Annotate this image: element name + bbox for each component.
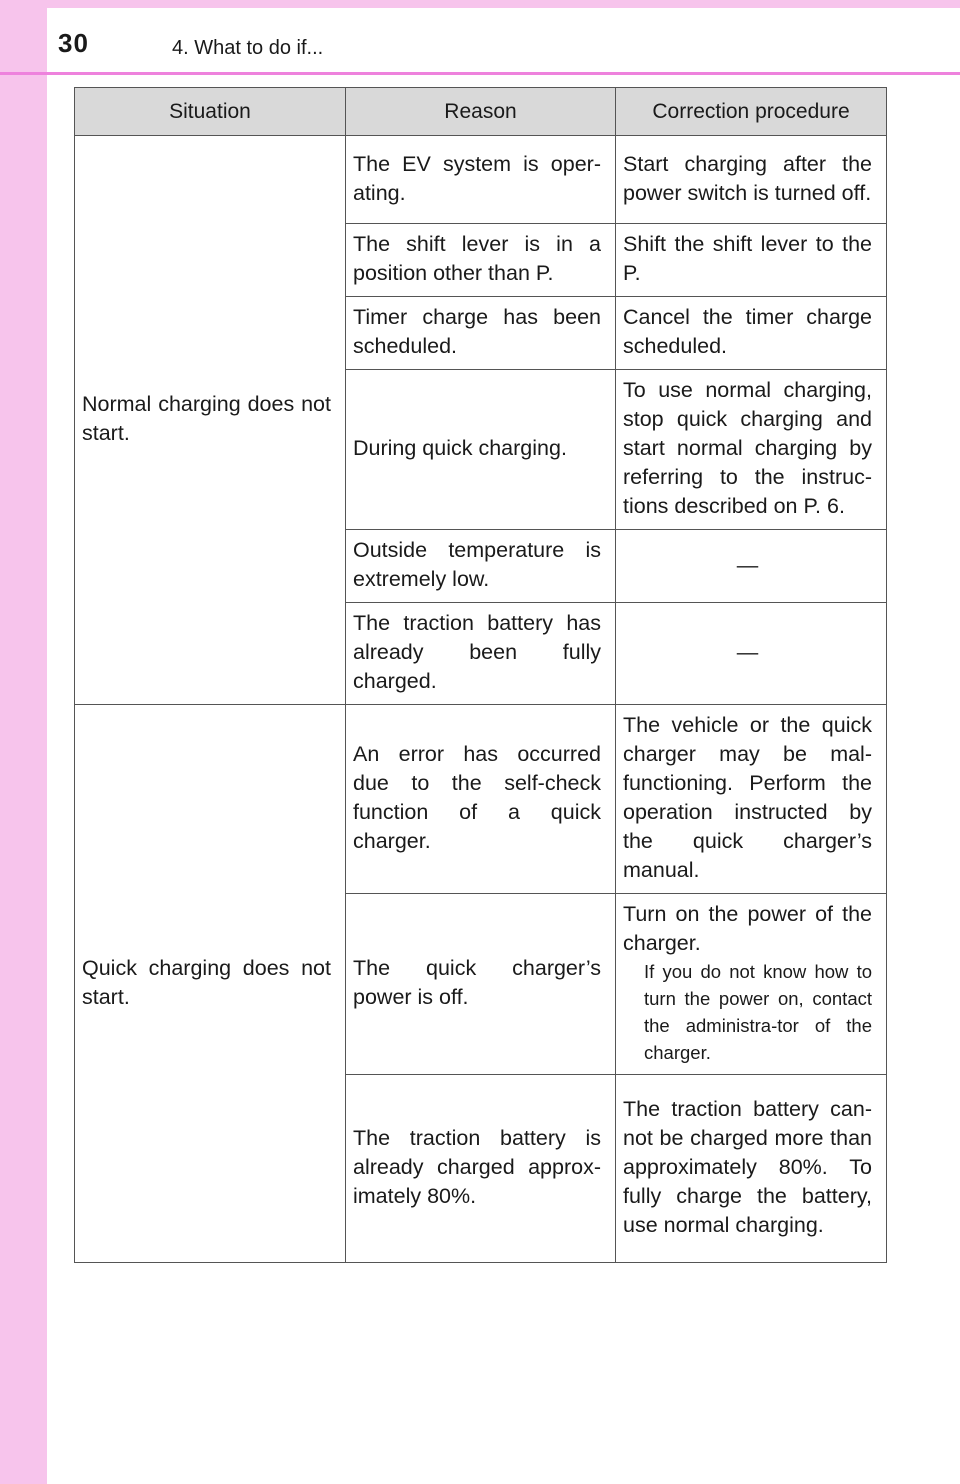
reason-cell: The shift lever is in a position other than P. bbox=[346, 224, 616, 297]
correction-cell: — bbox=[616, 603, 887, 705]
column-header-reason: Reason bbox=[346, 88, 616, 136]
correction-cell: The traction battery can-not be charged more than approximately 80%. To fully charge the battery, use normal charging. bbox=[616, 1075, 887, 1263]
side-color-strip bbox=[0, 0, 47, 1484]
table-row bbox=[75, 705, 887, 894]
page-number: 30 bbox=[58, 28, 89, 58]
reason-cell: During quick charging. bbox=[346, 370, 616, 530]
correction-cell: Shift the shift lever to the P. bbox=[616, 224, 887, 297]
correction-cell: — bbox=[616, 530, 887, 603]
reason-cell: Outside temperature is extremely low. bbox=[346, 530, 616, 603]
header-rule bbox=[0, 72, 960, 75]
reason-cell: The traction battery is already charged approx-imately 80%. bbox=[346, 1075, 616, 1263]
reason-cell: The EV system is oper-ating. bbox=[346, 136, 616, 224]
reason-cell: Timer charge has been scheduled. bbox=[346, 297, 616, 370]
section-title: 4. What to do if... bbox=[172, 37, 324, 59]
situation-cell: Normal charging does not start. bbox=[75, 136, 346, 705]
reason-cell: The quick charger’s power is off. bbox=[346, 894, 616, 1075]
correction-cell: Start charging after the power switch is turned off. bbox=[616, 136, 887, 224]
correction-cell: Cancel the timer charge scheduled. bbox=[616, 297, 887, 370]
table-header-row bbox=[75, 88, 887, 136]
correction-note: If you do not know how to turn the power on, contact the administra-tor of the charger. bbox=[644, 961, 872, 1063]
correction-cell: The vehicle or the quick charger may be mal-functioning. Perform the operation instructed by the quick charger’s manual. bbox=[616, 705, 887, 894]
column-header-situation: Situation bbox=[75, 88, 346, 136]
correction-text: Turn on the power of the charger. bbox=[623, 902, 872, 955]
table-row bbox=[75, 136, 887, 224]
column-header-correction: Correction procedure bbox=[616, 88, 887, 136]
correction-cell bbox=[616, 894, 887, 1075]
top-color-strip bbox=[47, 0, 960, 8]
reason-cell: The traction battery has already been fully charged. bbox=[346, 603, 616, 705]
reason-cell: An error has occurred due to the self-check function of a quick charger. bbox=[346, 705, 616, 894]
troubleshooting-table bbox=[74, 87, 887, 1263]
correction-cell: To use normal charging, stop quick charging and start normal charging by referring to the instruc-tions described on P. 6. bbox=[616, 370, 887, 530]
situation-cell: Quick charging does not start. bbox=[75, 705, 346, 1263]
